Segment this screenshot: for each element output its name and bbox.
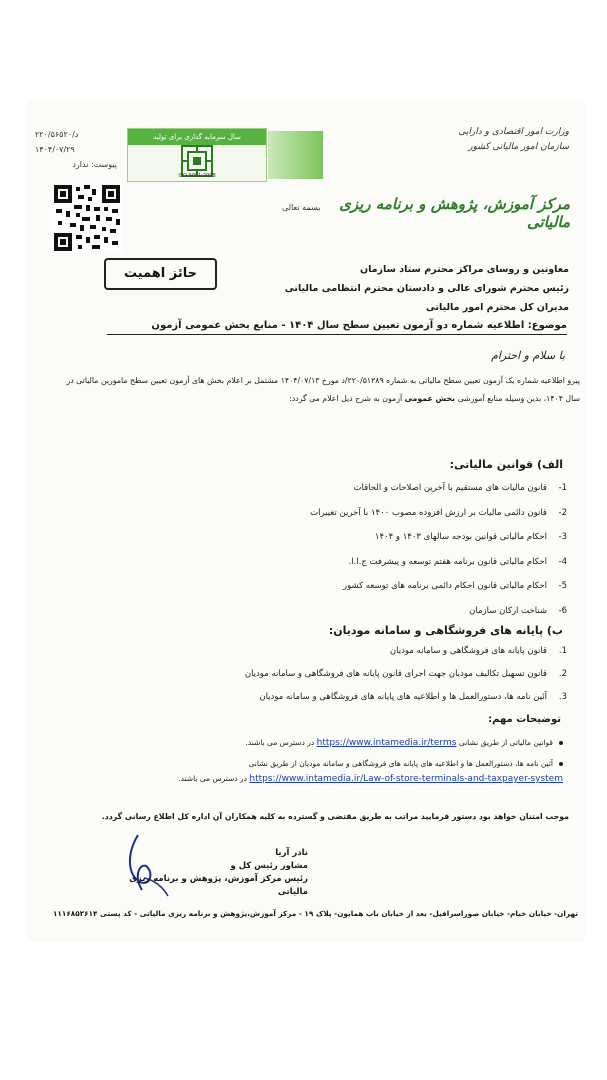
section-b-list <box>67 640 567 709</box>
store-terminals-link[interactable]: https://www.intamedia.ir/Law-of-store-terminals-and-taxpayer-system <box>249 774 563 784</box>
ministry-line-1: وزارت امور اقتصادی و دارایی <box>458 127 569 137</box>
recipient-line: مدیران کل محترم امور مالیاتی <box>425 302 569 313</box>
recipient-line: معاونین و روسای مراکز محترم ستاد سازمان <box>359 264 569 275</box>
list-item: 6- شناخت ارکان سازمان <box>469 605 567 616</box>
ministry-line-2: سازمان امور مالیاتی کشور <box>468 142 569 152</box>
list-item: 2. قانون تسهیل تکالیف مودیان جهت اجرای قانون پایانه های فروشگاهی و سامانه مودیان <box>244 669 567 679</box>
recipients-block <box>209 260 569 317</box>
bullet-icon <box>559 741 563 745</box>
bullet-icon <box>559 762 563 766</box>
signer-role-2: رئیس مرکز آموزش، پژوهش و برنامه ریزی مالیاتی <box>129 874 308 897</box>
qr-code-icon <box>52 183 122 253</box>
signer-name: نادر آریا <box>275 848 308 858</box>
list-item: 3- احکام مالیاتی قوانین بودجه سالهای ۱۴۰۳ و ۱۴۰۴ <box>374 532 567 542</box>
terms-link[interactable]: https://www.intamedia.ir/terms <box>316 738 457 748</box>
notes-title: توضیحات مهم: <box>488 714 561 725</box>
body-bold-1: بخش عمومی <box>404 394 456 403</box>
section-a-list <box>67 476 567 623</box>
importance-stamp: حائز اهمیت <box>104 258 217 290</box>
section-a-title: الف) قوانین مالیاتی: <box>449 458 563 471</box>
signer-role-1: مشاور رئیس کل و <box>230 861 308 871</box>
list-item: 1. قانون پایانه های فروشگاهی و سامانه مودیان <box>389 646 567 656</box>
subject-line: موضوع: اطلاعیه شماره دو آزمون تعیین سطح سال ۱۴۰۴ - منابع بخش عمومی آزمون <box>107 320 567 335</box>
signature-block <box>108 847 308 899</box>
recipient-line: رئیس محترم شورای عالی و دادستان محترم انتظامی مالیاتی <box>284 283 569 294</box>
note-item-1: قوانین مالیاتی از طریق نشانی https://www.intamedia.ir/terms در دسترس می باشند. <box>53 735 563 751</box>
list-item: 3. آئین نامه ها، دستورالعمل ها و اطلاعیه های پایانه های فروشگاهی و سامانه مودیان <box>259 692 567 702</box>
note-item-2: آئین نامه ها، دستورالعمل ها و اطلاعیه های پایانه های فروشگاهی و سامانه مودیان از طریق نشانی https://www.intamedia.ir/Law-of-store-terminals-and-taxpayer-system در دسترس می باشند. <box>178 759 563 784</box>
body-part-2: آزمون به شرح ذیل اعلام می گردد: <box>289 394 403 403</box>
bismillah: بسمه تعالی <box>282 203 321 212</box>
footer-address: تهران- خیابان خیام- خیابان صوراسرافیل- بعد از خیابان باب همایون- پلاک ۱۹ - مرکز آموزش،پژوهش و برنامه ریزی مالیاتی - کد پستی ۱۱۱۶۸۵۲۶۱۴ <box>52 909 578 918</box>
list-item: 5- احکام مالیاتی قانون احکام دائمی برنامه های توسعه کشور <box>343 581 567 591</box>
meta-number: ۲۲۰/۵۶۵۲۰/د <box>35 130 79 139</box>
greeting: با سلام و احترام <box>491 349 565 362</box>
ministry-header <box>439 125 569 155</box>
meta-attachment: پیوست: ندارد <box>72 160 117 169</box>
emblem-iso-text: ISO 9001:2008 <box>178 173 216 179</box>
list-item: 4- احکام مالیاتی قانون برنامه هفتم توسعه و پیشرفت ج.ا.ا. <box>348 556 567 567</box>
meta-date: ۱۴۰۴/۰۷/۲۹ <box>35 145 75 154</box>
list-item: 1- قانون مالیات های مستقیم با آخرین اصلاحات و الحاقات <box>353 483 567 493</box>
green-stripe <box>268 131 323 179</box>
body-part-1: پیرو اطلاعیه شماره یک آزمون تعیین سطح مالیاتی به شماره ۲۲۰/۵۱۲۸۹/د مورخ ۱۴۰۴/۰۷/۱۳ مشتمل بر اعلام بخش های آزمون تعیین سطح مامورین مالیاتی در سال ۱۴۰۴، بدین وسیله منابع آموزشی <box>66 376 580 403</box>
org-title: مرکز آموزش، پژوهش و برنامه ریزی مالیاتی <box>339 195 570 231</box>
emblem-box <box>127 128 267 182</box>
letter-meta <box>35 127 117 172</box>
closing-paragraph: موجب امتنان خواهد بود دستور فرمایید مراتب به طریق مقتضی و گسترده به کلیه همکاران آن اداره کل اطلاع رسانی گردد. <box>101 812 569 821</box>
body-paragraph <box>50 372 580 408</box>
list-item: 2- قانون دائمی مالیات بر ارزش افزوده مصوب ۱۴۰۰ با آخرین تغییرات <box>310 507 567 518</box>
section-b-title: ب) پایانه های فروشگاهی و سامانه مودیان: <box>328 624 563 637</box>
emblem-strip-text: سال سرمایه گذاری برای تولید <box>128 129 266 145</box>
